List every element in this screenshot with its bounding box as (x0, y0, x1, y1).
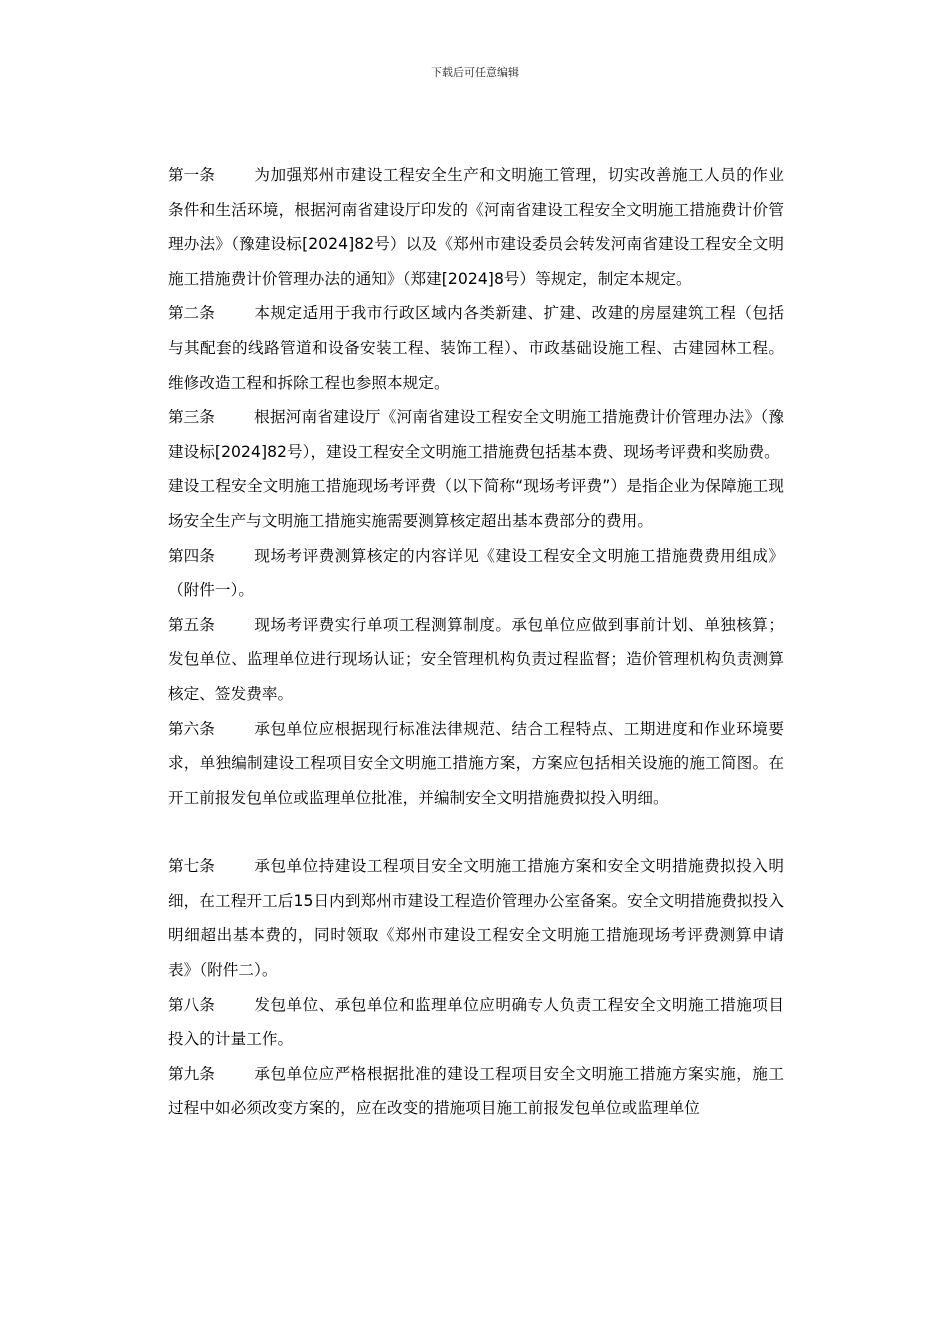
article-1 (168, 158, 784, 296)
article-9 (168, 1057, 784, 1126)
article-text: 本规定适用于我市行政区域内各类新建、扩建、改建的房屋建筑工程（包括与其配套的线路管道和设备安装工程、装饰工程）、市政基础设施工程、古建园林工程。维修改造工程和拆除工程也参照本规定。 (168, 304, 784, 392)
article-number: 第六条 (168, 719, 215, 738)
article-text: 承包单位持建设工程项目安全文明施工措施方案和安全文明措施费拟投入明细，在工程开工后15日内到郑州市建设工程造价管理办公室备案。安全文明措施费拟投入明细超出基本费的，同时领取《郑州市建设工程安全文明施工措施现场考评费测算申请表》（附件二）。 (168, 857, 784, 980)
article-text: 建设工程安全文明施工措施现场考评费（以下简称“现场考评费”）是指企业为保障施工现场安全生产与文明施工措施实施需要测算核定超出基本费部分的费用。 (168, 477, 784, 530)
article-3-definition (168, 469, 784, 538)
article-number: 第一条 (168, 166, 215, 184)
article-number: 第二条 (168, 304, 215, 323)
article-8 (168, 988, 784, 1057)
article-text: 现场考评费实行单项工程测算制度。承包单位应做到事前计划、单独核算；发包单位、监理单位进行现场认证；安全管理机构负责过程监督；造价管理机构负责测算核定、签发费率。 (168, 615, 784, 703)
article-number: 第三条 (168, 408, 215, 427)
article-number: 第五条 (168, 615, 215, 634)
article-6 (168, 712, 784, 816)
article-text: 承包单位应严格根据批准的建设工程项目安全文明施工措施方案实施，施工过程中如必须改变方案的，应在改变的措施项目施工前报发包单位或监理单位 (168, 1064, 784, 1118)
article-3 (168, 400, 784, 469)
article-number: 第九条 (168, 1064, 215, 1083)
article-2 (168, 296, 784, 400)
article-5 (168, 608, 784, 712)
article-7 (168, 849, 784, 987)
article-text: 承包单位应根据现行标准法律规范、结合工程特点、工期进度和作业环境要求，单独编制建设工程项目安全文明施工措施方案，方案应包括相关设施的施工简图。在开工前报发包单位或监理单位批准，并编制安全文明措施费拟投入明细。 (168, 719, 784, 807)
document-body (168, 158, 784, 1126)
article-text: 发包单位、承包单位和监理单位应明确专人负责工程安全文明施工措施项目投入的计量工作。 (168, 995, 784, 1049)
article-number: 第四条 (168, 546, 215, 565)
article-text: 根据河南省建设厅《河南省建设工程安全文明施工措施费计价管理办法》（豫建设标[2024]82号），建设工程安全文明施工措施费包括基本费、现场考评费和奖励费。 (168, 408, 784, 461)
article-4 (168, 539, 784, 608)
article-number: 第八条 (168, 995, 215, 1014)
article-text: 现场考评费测算核定的内容详见《建设工程安全文明施工措施费费用组成》（附件一）。 (168, 546, 784, 600)
header-note: 下载后可任意编辑 (431, 66, 519, 79)
article-number: 第七条 (168, 857, 215, 876)
article-text: 为加强郑州市建设工程安全生产和文明施工管理，切实改善施工人员的作业条件和生活环境，根据河南省建设厅印发的《河南省建设工程安全文明施工措施费计价管理办法》（豫建设标[2024]82号）以及《郑州市建设委员会转发河南省建设工程安全文明施工措施费计价管理办法的通知》（郑建[2024]8号）等规定，制定本规定。 (168, 166, 784, 288)
